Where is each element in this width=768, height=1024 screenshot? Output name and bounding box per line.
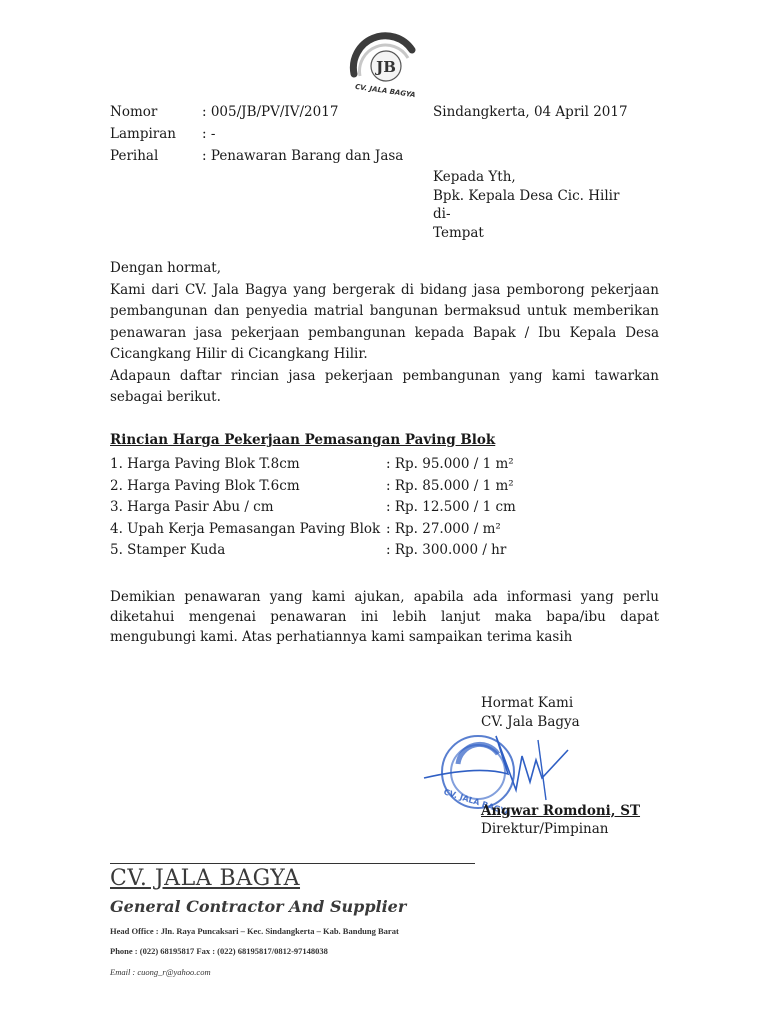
item-price: : Rp. 300.000 / hr	[386, 542, 507, 558]
item-price: : Rp. 27.000 / m²	[386, 520, 501, 537]
body-paragraph: Adapaun daftar rincian jasa pekerjaan pembangunan yang kami tawarkan sebagai berikut.	[110, 367, 659, 405]
signature-salutation: Hormat Kami	[481, 695, 574, 711]
nomor-label: Nomor	[110, 104, 158, 120]
footer-phone: Phone : (022) 68195817 Fax : (022) 68195817/0812-97148038	[110, 946, 328, 956]
nomor-value: : 005/JB/PV/IV/2017	[202, 104, 339, 120]
header-lampiran	[110, 124, 215, 144]
signer-name: Angwar Romdoni, ST	[481, 803, 641, 819]
item-price: : Rp. 85.000 / 1 m²	[386, 477, 514, 494]
price-item	[110, 476, 516, 498]
body-paragraph: Kami dari CV. Jala Bagya yang bergerak di bidang jasa pemborong pekerjaan pembangunan dan penyedia matrial bangunan bermaksud untuk memberikan penawaran jasa pekerjaan pembangunan kepada Bapak / Ibu Kepala Desa Cicangkang Hilir di Cicangkang Hilir.	[110, 281, 659, 362]
place-date: Sindangkerta, 04 April 2017	[433, 104, 628, 120]
footer-company-name: CV. JALA BAGYA	[110, 866, 301, 891]
signature-company: CV. Jala Bagya	[481, 714, 580, 730]
lampiran-label: Lampiran	[110, 126, 176, 142]
footer-divider	[110, 863, 475, 864]
price-item	[110, 497, 516, 519]
item-label: 3. Harga Pasir Abu / cm	[110, 499, 274, 515]
company-logo	[346, 30, 424, 108]
greeting: Dengan hormat,	[110, 260, 222, 276]
item-label: 1. Harga Paving Blok T.8cm	[110, 456, 300, 472]
price-item	[110, 519, 516, 541]
closing-paragraph: Demikian penawaran yang kami ajukan, apabila ada informasi yang perlu diketahui mengenai penawaran ini lebih lanjut maka bapa/ibu dapat mengubungi kami. Atas perhatiannya kami sampaikan terima kasih	[110, 589, 659, 645]
item-label: 4. Upah Kerja Pemasangan Paving Blok	[110, 520, 381, 537]
price-list-title: Rincian Harga Pekerjaan Pemasangan Paving Blok	[110, 432, 496, 448]
price-list	[110, 454, 516, 562]
svg-text:CV. JALA BAGYA: CV. JALA BAGYA	[354, 82, 417, 100]
recipient-line: Tempat	[433, 224, 484, 241]
recipient-line: Kepada Yth,	[433, 169, 516, 185]
recipient-block	[433, 168, 619, 242]
item-price: : Rp. 12.500 / 1 cm	[386, 499, 516, 515]
perihal-label: Perihal	[110, 148, 159, 164]
perihal-value: : Penawaran Barang dan Jasa	[202, 148, 404, 164]
footer-tagline: General Contractor And Supplier	[110, 897, 407, 916]
header-perihal	[110, 146, 403, 166]
item-label: 2. Harga Paving Blok T.6cm	[110, 477, 300, 494]
svg-text:JB: JB	[376, 58, 396, 76]
price-item	[110, 454, 516, 476]
item-price: : Rp. 95.000 / 1 m²	[386, 456, 514, 472]
item-label: 5. Stamper Kuda	[110, 542, 226, 558]
footer-email: Email : cuong_r@yahoo.com	[110, 967, 211, 977]
letter-body	[110, 258, 659, 409]
footer-head-office: Head Office : Jln. Raya Puncaksari – Kec. Sindangkerta – Kab. Bandung Barat	[110, 926, 399, 936]
recipient-line: di-	[433, 206, 451, 222]
lampiran-value: : -	[202, 126, 216, 142]
price-item	[110, 540, 516, 562]
signer-position: Direktur/Pimpinan	[481, 821, 609, 837]
recipient-line: Bpk. Kepala Desa Cic. Hilir	[433, 187, 620, 204]
svg-text:CV. JALA BAGYA: CV. JALA BAGYA	[442, 787, 512, 818]
header-nomor	[110, 102, 338, 122]
